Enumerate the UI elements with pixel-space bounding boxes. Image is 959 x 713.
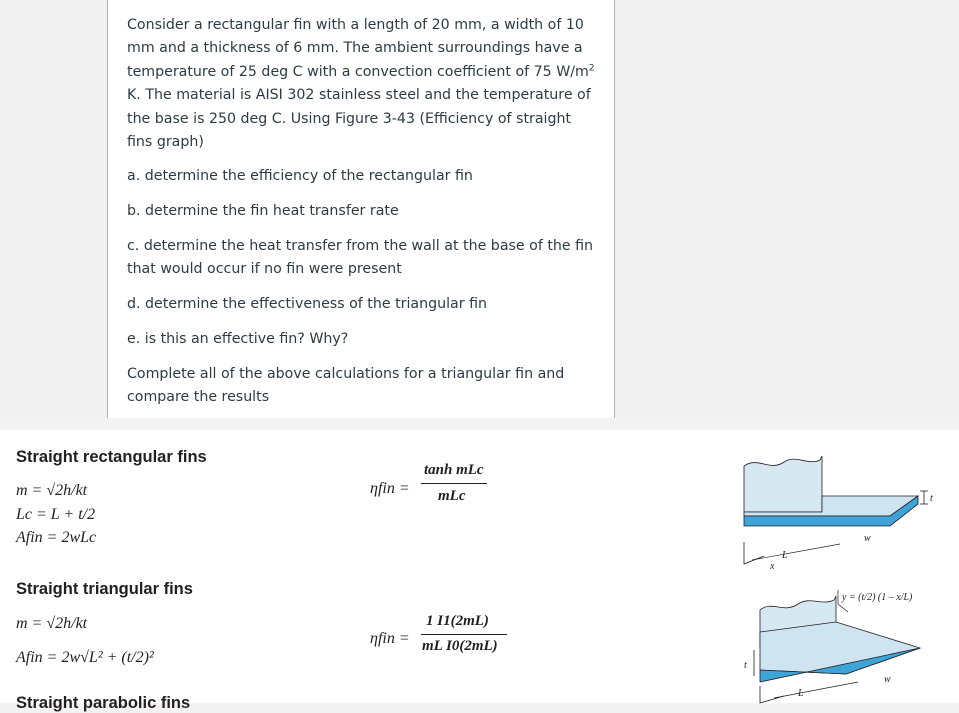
tri-fraction-bar — [421, 634, 507, 635]
rect-efficiency-denominator: mLc — [438, 488, 466, 504]
rectangular-fins-title: Straight rectangular fins — [16, 448, 207, 466]
tri-label-l: L — [798, 688, 804, 699]
tri-efficiency-label: ηfin = — [370, 630, 410, 647]
tri-efficiency-numerator: 1 I1(2mL) — [426, 613, 489, 629]
question-part-c: c. determine the heat transfer from the wall at the base of the fin that would occur if no fin were present — [127, 238, 594, 278]
rect-wall-shape — [744, 456, 822, 512]
problem-statement — [127, 14, 597, 154]
rect-efficiency-numerator: tanh mLc — [424, 462, 484, 478]
question-part-b: b. determine the fin heat transfer rate — [127, 203, 399, 219]
rect-label-t: t — [930, 493, 933, 504]
question-part-e: e. is this an effective fin? Why? — [127, 331, 349, 347]
problem-text-part-2: K. The material is AISI 302 stainless steel and the temperature of the base is 250 deg C. Using Figure 3-43 (Efficiency of straight fins graph) — [127, 87, 591, 151]
tri-label-w: w — [884, 674, 891, 685]
tri-eq-afin: Afin = 2w√L² + (t/2)² — [16, 649, 154, 666]
rect-label-w: w — [864, 533, 871, 544]
rect-base-outline — [744, 542, 764, 564]
next-section-title-partial: Straight parabolic fins — [16, 694, 191, 712]
triangular-fin-diagram — [738, 586, 950, 703]
rect-label-x: x — [770, 561, 775, 572]
triangular-fins-title: Straight triangular fins — [16, 580, 193, 598]
problem-text-part-1: Consider a rectangular fin with a length of 20 mm, a width of 10 mm and a thickness of 6 mm. The ambient surroundings have a temperature of 25 deg C with a convection coefficient of 75 W/m — [127, 17, 589, 80]
question-part-a: a. determine the efficiency of the rectangular fin — [127, 168, 473, 184]
rect-label-l: L — [782, 550, 788, 561]
rect-length-line — [752, 544, 840, 560]
rect-eq-m: m = √2h/kt — [16, 482, 88, 499]
problem-superscript: 2 — [588, 63, 595, 74]
rect-fraction-bar — [421, 483, 487, 484]
rect-efficiency-label: ηfin = — [370, 480, 410, 497]
tri-label-t: t — [744, 660, 747, 671]
fin-formula-table — [0, 430, 959, 712]
tri-label-profile: y = (t/2) (1 – x/L) — [842, 592, 913, 603]
question-part-d: d. determine the effectiveness of the triangular fin — [127, 296, 488, 312]
tri-eq-m: m = √2h/kt — [16, 615, 88, 632]
question-closing: Complete all of the above calculations for a triangular fin and compare the results — [127, 366, 565, 406]
rect-eq-afin: Afin = 2wLc — [16, 529, 97, 546]
tri-efficiency-denominator: mL I0(2mL) — [422, 638, 498, 654]
rectangular-fin-diagram — [738, 444, 950, 574]
question-panel — [107, 0, 615, 418]
rect-eq-lc: Lc = L + t/2 — [16, 506, 96, 523]
